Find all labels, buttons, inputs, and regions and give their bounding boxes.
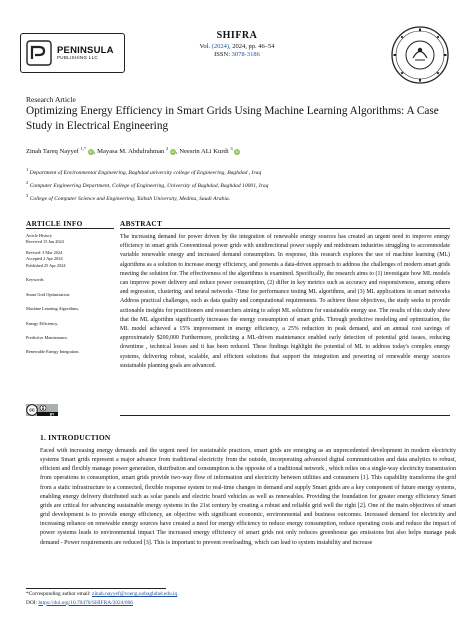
peninsula-logo-icon [26,40,52,66]
section-divider [120,228,450,229]
citation-prefix: Vol. [199,42,211,50]
published-date: Published 25 Apr 2024 [26,262,66,268]
svg-text:BY: BY [49,412,55,416]
orcid-icon[interactable]: iD [171,149,175,154]
article-type: Research Article [26,95,76,104]
received-date: Received 15 Jan 2024 [26,239,64,245]
corresponding-label: *Corresponding author email: [26,591,91,597]
doi-link[interactable]: https://doi.org/10.70470/SHIFRA/2024/006 [38,599,133,606]
cc-by-license-icon[interactable] [26,404,58,416]
affiliation-list [26,166,456,204]
author-list: Zinah Tareq Nayyef $^{1,*}$ iD, Mayasa M. Abdulrahman $^2$ iD, Neesrin ALi Kurdi $^3$ iD [26,146,239,156]
journal-info [182,29,292,60]
author-affil-marker: 3 [230,146,233,151]
affiliation-number: 1 [26,167,29,172]
citation-pages: , 2024, pp. 46–54 [229,42,275,50]
section-divider [26,228,114,229]
revised-date: Revised: 3 Mar 2024 [26,249,63,255]
citation-year[interactable]: (2024) [211,42,229,50]
orcid-icon[interactable]: iD [89,149,93,154]
author-affil-marker: 2 [166,146,169,151]
doi-label: DOI: [26,599,38,606]
keywords-label: Keywords [26,277,44,283]
affiliation-number: 2 [26,179,29,185]
keyword-item: Smart Grid Optimization, [26,291,71,297]
corresponding-author-line [26,590,456,599]
affiliation-text: College of Computer Science and Engineering, Taibah University, Medina, Saudi Arabia. [29,195,231,202]
introduction-text: Faced with increasing energy demands and the urgent need for sustainable practices, smart grids are emerging as an unprecedented development in modern electricity systems Smart grids represent a major advance from traditional electricity from the outside, incorporating advanced digital communication and data analytics to robust, efficient and flexibly manage power generation, distribution and consumption is the opposite of a traditional network , which relies on a single-way electricity transmission from operations to consumption, smart grids provide two-way flow of information and electricity between utilities and consumers [1]. This capability transforms the grid from a static infrastructure to a connected, flexible response system to real-time changes in demand and supply Smart grids are a key component of future energy systems, enabling energy delivery distributed such as solar panels and electric board vehicles as well as renewables. Providing the foundation for greater energy efficiency Smart grids are critical for advancing sustainable energy systems in the 21st century by creating a robust and reliable grid well the right [2]. One of the main objectives of smart grid development is to provide energy efficiency, an objective with significant economic, environmental and business outcomes. Increased demand for electricity and increasing reliance on renewable energy sources have created a need for energy efficiency to reduce energy consumption, reduce operating costs and reduce the impact of power systems leads to environmental impact The increased energy efficiency of smart grids not only reduces greenhouse gas emissions but also helps manage peak demand - Power requirements are reduced [3]. This is important to prevent overloading, which can lead to system instability and increase [40,448,456,546]
orcid-icon[interactable]: iD [235,149,239,154]
journal-name: SHIFRA [216,30,258,41]
author-name: Zinah Tareq Nayyef [26,148,79,156]
affiliation-text: Computer Engineering Department, College of Engineering, University of Baghdad, Baghdad 10001, Iraq [29,182,269,189]
svg-text:cc: cc [29,407,35,414]
accepted-date: Accepted 2 Apr 2024 [26,256,63,262]
affiliation-number: 3 [26,192,29,198]
issn-value[interactable]: 3078-3186 [231,51,260,59]
publisher-subtitle: PUBLISHING LLC [57,54,98,60]
article-title: Optimizing Energy Efficiency in Smart Grids Using Machine Learning Algorithms: A Case Study in Electrical Engineering [26,105,439,132]
affiliation-text: Department of Environmental Engineering, Baghdad university college of Engineering, Baghdad , Iraq [29,169,262,176]
affiliation [26,192,456,205]
article-info-heading: ARTICLE INFO [26,219,83,228]
article-info-panel [26,233,114,356]
publisher-logo [20,33,125,73]
affiliation [26,179,456,192]
abstract-text: The increasing demand for power driven by the integration of renewable energy sources has created an urgent need to improve energy efficiency in smart grids Conventional power grids with unidirectional power supply and midstream industries struggling to accommodate variable renewable energy and increased demand consumption. In response, this research explores the use of machine learning (ML) algorithms as a solution to increase energy efficiency, and presents a data-driven approach to address the challenges of modern smart grids meeting the solution for. The effectiveness of the algorithms is examined. Specifically, the research aims to (1) investigate how ML models can improve power delivery and reduce power consumption, (2) differ in key metrics such as accuracy and responsiveness, among others and regression, clustering, and neural networks -Time for performance testing ML algorithms, and (3) ML applications in smart networks Address practical challenges, such as data quality and computational requirements. To achieve these objectives, the study seeks to provide actionable insights for practitioners and researchers aiming to adopt ML solutions for sustainable energy use. The results of this study show that the ML algorithm significantly increases the energy consumption of smart grids. Through predictive modeling and optimization, the ML model achieved a 15% improvement in energy efficiency, a 25% reduction in peak demand, and an annual cost savings of approximately $200,000 Furthermore, predicting a ML-driven maintenance enabled early detection of potential grid issues, reducing downtime , technical losses and it has been reduced. These findings highlight the potential of ML to address today's complex energy systems, delivering robust, scalable, and efficient solutions that support the integration and powering of renewable energy sources sustainable planning goals are advanced. [120,234,450,369]
keyword-item: Predictive Maintenance, [26,334,68,340]
author-name: Neesrin ALi Kurdi [179,148,229,156]
section-divider [120,415,450,416]
journal-seal-icon [390,25,450,85]
issn-line [182,51,292,60]
corresponding-email-link[interactable]: zinah.nayyef@coeng.uobaghdad.edu.iq [92,591,178,597]
introduction-heading: 1. INTRODUCTION [40,433,111,442]
footnotes [26,590,456,607]
author-name: Mayasa M. Abdulrahman [97,148,165,156]
author-affil-marker: 1,* [80,146,87,151]
issn-label: ISSN: [214,51,231,59]
footnote-divider [26,588,166,589]
keyword-item: Energy Efficiency, [26,320,59,326]
affiliation [26,166,456,179]
citation-line [182,43,292,52]
keyword-item: Renewable Energy Integration. [26,349,80,355]
keyword-item: Machine Learning Algorithms, [26,306,80,312]
history-label: Article History [26,233,52,238]
abstract-heading: ABSTRACT [120,219,163,228]
doi-line [26,599,456,608]
publisher-name: PENINSULA [57,44,114,56]
